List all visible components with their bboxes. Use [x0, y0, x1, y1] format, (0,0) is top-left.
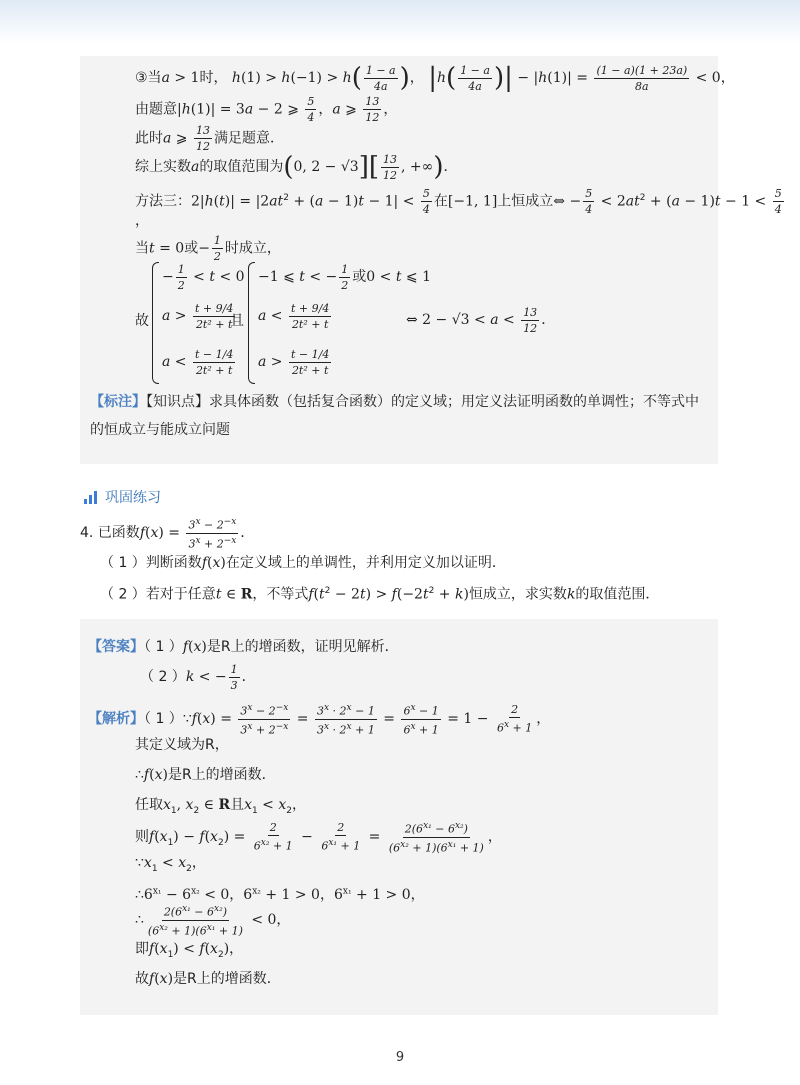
solution-line-9: 即$f(x_1) < f(x_2)$， [135, 941, 244, 960]
system-result: ⇔ 2 − √3 < a < $\frac{13}{12}$ ． [406, 305, 556, 335]
range-summary-line: 综上实数a的取值范围为(0, 2 − √3][ $\frac{13}{12}$ , +∞)． [135, 152, 458, 182]
solution-line-10: 故f(x)是R上的增函数． [135, 971, 281, 987]
conclusion-line: 此时a ⩾ $\frac{13}{12}$ 满足题意． [135, 124, 284, 153]
top-decorative-band [0, 0, 800, 44]
gu-label: 故 [135, 313, 149, 329]
system-right-3: a > $\frac{t - 1/4}{\text{2t² + t}}$ [258, 347, 330, 377]
solution-line-4: 任取$x_1$, $x_2$ ∈ R且$x_1 < x_2$， [135, 797, 307, 816]
solution-line-6: $\because x_1 < x_2$， [135, 855, 206, 874]
right-brace [248, 262, 255, 384]
answer-line-2: （ 2 ）k < − $\frac{1}{3}$ ． [140, 662, 256, 692]
problem-4-stem: 4. 已函数f(x) = $\frac{3^x - 2^{-x}}{3^x + 2^{-x}}$ ． [80, 517, 255, 551]
system-left-1: − $\frac{1}{2}$ < t < 0 [162, 262, 245, 292]
qie-label: 且 [230, 313, 244, 329]
case-3-line: ③当a > 1时， h(1) > h(−1) > h( $\frac{1 - a}{4a}$ )， |h( $\frac{1 - a}{4a}$ )| − |h(1)| = $\frac{(1 - a)(1 + 23a)}{8a}$ < 0， [135, 63, 735, 93]
section-title: 巩固练习 [105, 490, 161, 506]
solution-line-1: 【解析】（ 1 ）∵f(x) = $\frac{3^x - 2^{-x}}{3^x + 2^{-x}}$ = $\frac{3^x \cdot 2^x - 1}{3^x \cdot 2^x + 1}$ = $\frac{6^x - 1}{6^x + 1}$ = 1 − $\frac{2}{6^x + 1}$ ， [88, 703, 551, 737]
solution-line-2: 其定义域为R， [135, 737, 229, 753]
annotation-tag: 【标注】【知识点】求具体函数（包括复合函数）的定义域；用定义法证明函数的单调性；不等式中的恒成立与能成立问题 [90, 394, 699, 438]
left-brace [152, 262, 159, 384]
solution-line-3: ∴f(x)是R上的增函数． [135, 767, 276, 783]
problem-4-part-1: （ 1 ）判断函数f(x)在定义域上的单调性，并利用定义加以证明． [100, 555, 506, 571]
condition-line: 由题意|h(1)| = 3a − 2 ⩾ $\frac{5}{4}$ ，a ⩾ $\frac{13}{12}$ ， [135, 95, 398, 124]
comma-line: ， [135, 213, 149, 229]
t-values-line: 当t = 0或− $\frac{1}{2}$ 时成立， [135, 234, 281, 263]
section-header-consolidation [84, 487, 161, 507]
system-left-2: a > $\frac{t + 9/4}{\text{2t² + t}}$ [162, 301, 234, 331]
solution-line-8: ∴ $\frac{2(6^{x_1} - 6^{x_2})}{(6^{x_2} + 1)(6^{x_1} + 1)}$ < 0， [135, 903, 291, 938]
method-3-line: 方法三：$2|h(t)| = |2at^2 + (a - 1)t - 1|$ < $\frac{5}{4}$ 在[−1, 1]上恒成立⇔ − $\frac{5}{4}$ < $2at^2 + (a - 1)t - 1$ < $\frac{5}{4}$ [135, 187, 782, 217]
bar-chart-icon [84, 490, 97, 504]
system-right-1: −1 ⩽ t < − $\frac{1}{2}$ 或0 < t ⩽ 1 [258, 262, 432, 292]
solution-line-5: 则$f(x_1) - f(x_2)$ = $\frac{2}{6^{x_2} + 1}$ − $\frac{2}{6^{x_1} + 1}$ = $\frac{2(6^{x_1} - 6^{x_2})}{(6^{x_2} + 1)(6^{x_1} + 1)}$ ， [135, 820, 502, 855]
page-number: 9 [395, 1050, 405, 1065]
system-right-2: a < $\frac{t + 9/4}{\text{2t² + t}}$ [258, 301, 330, 331]
answer-line-1: 【答案】（ 1 ）f(x)是R上的增函数，证明见解析． [88, 639, 399, 655]
solution-line-7: $\therefore 6^{x_1} - 6^{x_2} < 0$，$6^{x_2} + 1 > 0$，$6^{x_1} + 1 > 0$， [135, 886, 425, 903]
system-left-3: a < $\frac{t - 1/4}{\text{2t² + t}}$ [162, 347, 234, 377]
problem-4-part-2: （ 2 ）若对于任意t ∈ R，不等式$f(t^2 - 2t) > f(-2t^2 + k)$恒成立，求实数k的取值范围． [100, 586, 660, 603]
